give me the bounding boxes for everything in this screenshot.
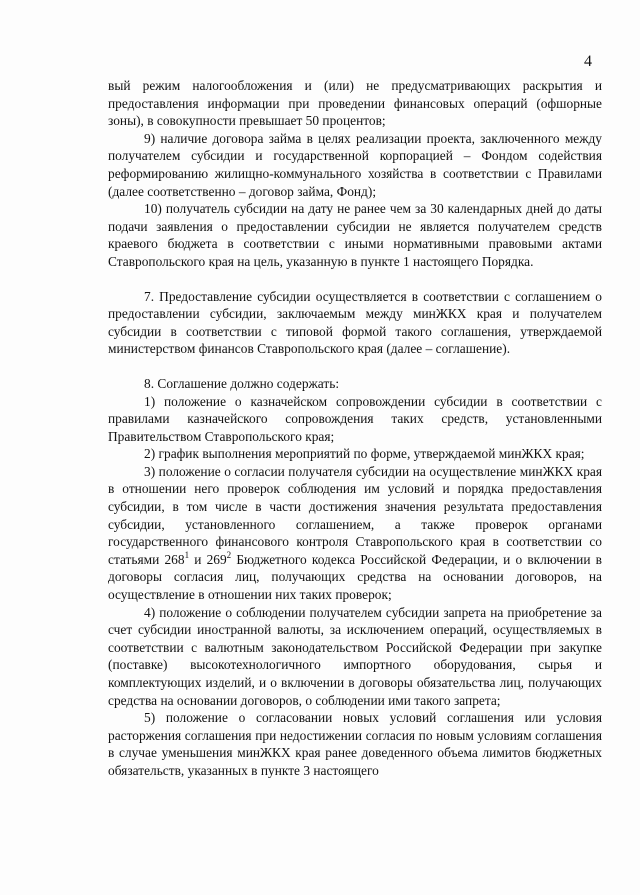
paragraph-item-5: 5) положение о согласовании новых условий соглашения или условия расторжения соглашения при недостижении согласия по новым условиям соглашения в случае уменьшения минЖКХ края ранее доведенного объема лимитов бюджетных обязательств, указанных в пункте 3 настоящего — [108, 710, 602, 778]
document-body — [108, 77, 602, 780]
article-superscript-2: 2 — [226, 549, 232, 560]
paragraph-section-8: 8. Соглашение должно содержать: — [144, 375, 340, 391]
paragraph-item-3-mid: и 269 — [189, 551, 227, 567]
paragraph-item-3-tail: Бюджетного кодекса Российской Федерации, и о включении в договоры согласия лиц, получающих средства на основании договоров, на осуществление в отношении них таких проверок; — [108, 551, 602, 603]
paragraph-continuation: вый режим налогообложения и (или) не предусматривающих раскрытия и предоставления информации при проведении финансовых операций (офшорные зоны), в совокупности превышает 50 процентов; — [108, 78, 602, 129]
paragraph-item-1: 1) положение о казначейском сопровождении субсидии в соответствии с правилами казначейского сопровождения таких средств, установленными Правительством Ставропольского края; — [108, 393, 602, 444]
paragraph-item-2: 2) график выполнения мероприятий по форме, утверждаемой минЖКХ края; — [144, 446, 585, 462]
paragraph-item-9: 9) наличие договора займа в целях реализации проекта, заключенного между получателем субсидии и государственной корпорацией – Фондом содействия реформированию жилищно-коммунального хозяйства в соответствии с Правилами (далее соответственно – договор займа, Фонд); — [108, 130, 602, 199]
paragraph-item-4: 4) положение о соблюдении получателем субсидии запрета на приобретение за счет субсидии иностранной валюты, за исключением операций, осуществляемых в соответствии с валютным законодательством Российской Федерации при закупке (поставке) высокотехнологичного импортного оборудования, сырья и комплектующих изделий, и о включении в договоры обязательства лиц, получающих средства на основании договоров, о соблюдении ими такого запрета; — [108, 604, 602, 708]
paragraph-item-3 — [108, 463, 602, 604]
article-superscript-1: 1 — [184, 549, 190, 560]
paragraph-item-3-text: 3) положение о согласии получателя субсидии на осуществление минЖКХ края в отношении него проверок соблюдения им условий и порядка предоставления субсидии, в том числе в части достижения значения результата предоставления субсидии, установленного соглашением, а также проверок органами государственного финансового контроля Ставропольского края в соответствии со статьями 268 — [108, 463, 602, 567]
paragraph-section-7: 7. Предоставление субсидии осуществляется в соответствии с соглашением о предоставлении субсидии, заключаемым между минЖКХ края и получателем субсидии в соответствии с типовой формой такого соглашения, утверждаемой министерством финансов Ставропольского края (далее – соглашение). — [108, 288, 602, 357]
paragraph-item-10: 10) получатель субсидии на дату не ранее чем за 30 календарных дней до даты подачи заявления о предоставлении субсидии не является получателем средств краевого бюджета в соответствии с иными нормативными правовыми актами Ставропольского края на цель, указанную в пункте 1 настоящего Порядка. — [108, 201, 602, 269]
page-number: 4 — [584, 53, 592, 70]
